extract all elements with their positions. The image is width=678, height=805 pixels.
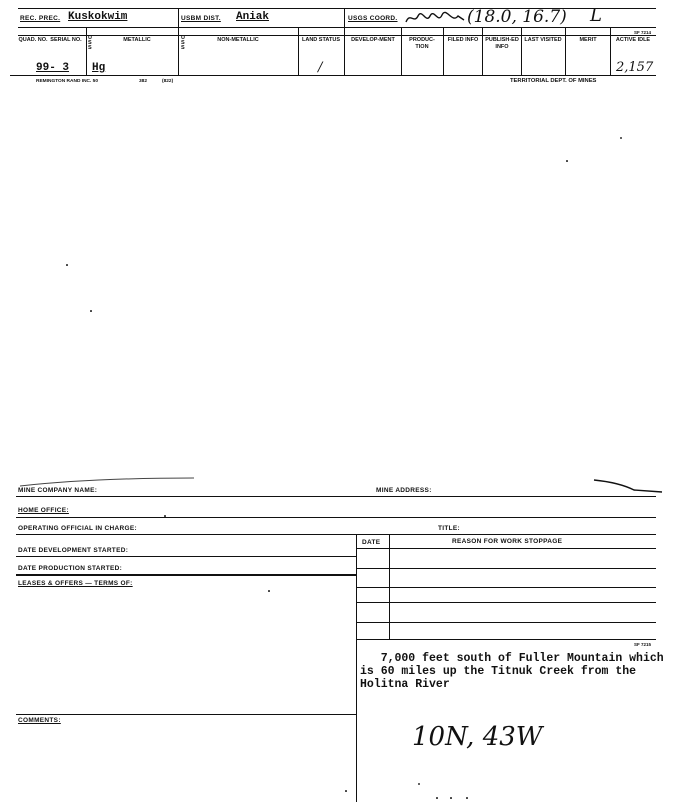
merit-mark: L	[590, 5, 602, 26]
speck	[90, 310, 92, 312]
usgs-coord-label: USGS COORD.	[348, 15, 398, 22]
speck	[418, 783, 420, 785]
form-number-top: SF 7214	[634, 30, 652, 35]
card-edge-curve	[14, 474, 664, 494]
stoppage-header-rule	[356, 548, 656, 549]
handwritten-coordinates: 10N, 43W	[412, 722, 543, 752]
header-published-info: PUBLISH-ED INFO	[485, 37, 519, 50]
rule-company-top	[16, 496, 656, 497]
speck	[66, 264, 68, 266]
quad-serial-value: 99- 3	[36, 62, 70, 74]
usbm-dist-value: Aniak	[236, 11, 270, 23]
header-filed-info: FILED INFO	[447, 37, 479, 43]
leases-offers-label: LEASES & OFFERS — TERMS OF:	[18, 580, 133, 587]
header-last-visited: LAST VISITED	[524, 37, 562, 43]
top-card-divider	[298, 27, 299, 75]
stoppage-row-rule	[356, 587, 656, 588]
mine-company-name-label: MINE COMPANY NAME:	[18, 487, 98, 494]
usbm-dist-label: USBM DIST.	[181, 15, 221, 22]
top-card-divider	[344, 8, 345, 75]
comments-label: COMMENTS:	[18, 717, 61, 724]
header-land-status: LAND STATUS	[302, 37, 340, 43]
printer-imprint: REMINGTON RAND INC. 50	[36, 79, 99, 84]
header-serial-no: SERIAL NO.	[50, 37, 82, 43]
metallic-value: Hg	[92, 62, 106, 74]
printer-code-a: 382	[139, 79, 148, 84]
top-card-rule-header	[18, 35, 656, 36]
top-card-divider	[443, 27, 444, 75]
date-production-started-label: DATE PRODUCTION STARTED:	[18, 565, 123, 572]
speck	[620, 137, 622, 139]
rule-date-dev	[16, 556, 356, 557]
header-merit: MERIT	[579, 37, 597, 43]
stoppage-bottom-rule	[356, 639, 656, 640]
header-development: DEVELOP-MENT	[351, 37, 395, 43]
speck	[268, 590, 270, 592]
rule-date-prod	[16, 574, 356, 576]
top-card-divider	[401, 27, 402, 75]
center-divider	[356, 534, 357, 802]
header-quad-no: QUAD. NO.	[18, 37, 48, 43]
stoppage-row-rule	[356, 568, 656, 569]
operating-official-label: OPERATING OFFICIAL IN CHARGE:	[18, 525, 137, 532]
top-card-divider	[178, 8, 179, 75]
top-card-rule-bottom	[10, 75, 656, 76]
rec-prec-value: Kuskokwim	[68, 11, 128, 23]
speck	[566, 160, 568, 162]
speck	[164, 515, 166, 517]
rule-home-office	[16, 517, 656, 518]
title-label: TITLE:	[438, 525, 461, 532]
reason-col-label: REASON FOR WORK STOPPAGE	[452, 538, 563, 545]
speck	[450, 797, 452, 799]
department-name: TERRITORIAL DEPT. OF MINES	[510, 78, 597, 84]
top-card-divider	[482, 27, 483, 75]
header-production: PRODUC-TION	[409, 37, 435, 50]
top-card-divider	[521, 27, 522, 75]
land-status-value: /	[318, 60, 323, 75]
header-metallic: METALLIC	[123, 37, 151, 43]
top-card-divider	[86, 27, 87, 75]
location-description: 7,000 feet south of Fuller Mountain which is 60 miles up the Titnuk Creek from the Holitna River	[360, 652, 664, 691]
top-card-rule-mid	[18, 27, 656, 28]
home-office-label: HOME OFFICE:	[18, 507, 69, 514]
usgs-coord-value: (18.0, 16.7)	[467, 7, 567, 27]
active-idle-value: 2,157	[616, 60, 654, 75]
rule-comments	[16, 714, 356, 715]
stoppage-row-rule	[356, 602, 656, 603]
mine-address-label: MINE ADDRESS:	[376, 487, 432, 494]
speck	[436, 797, 438, 799]
stoppage-row-rule	[356, 622, 656, 623]
speck	[466, 797, 468, 799]
top-card-divider	[565, 27, 566, 75]
header-non-metallic: NON-METALLIC	[217, 37, 259, 43]
printer-code-b: (822)	[162, 79, 174, 84]
rule-operating	[16, 534, 656, 535]
header-uss-b: U S S	[181, 35, 185, 51]
header-active-idle: ACTIVE IDLE	[615, 37, 651, 43]
date-col-label: DATE	[362, 539, 381, 546]
header-uss-a: U S S	[88, 35, 92, 51]
top-card-divider	[610, 27, 611, 75]
form-number-bottom: SF 7215	[634, 642, 652, 647]
speck	[345, 790, 347, 792]
rec-prec-label: REC. PREC.	[20, 15, 61, 22]
handwritten-scribble-icon	[404, 10, 468, 28]
date-development-started-label: DATE DEVELOPMENT STARTED:	[18, 547, 129, 554]
